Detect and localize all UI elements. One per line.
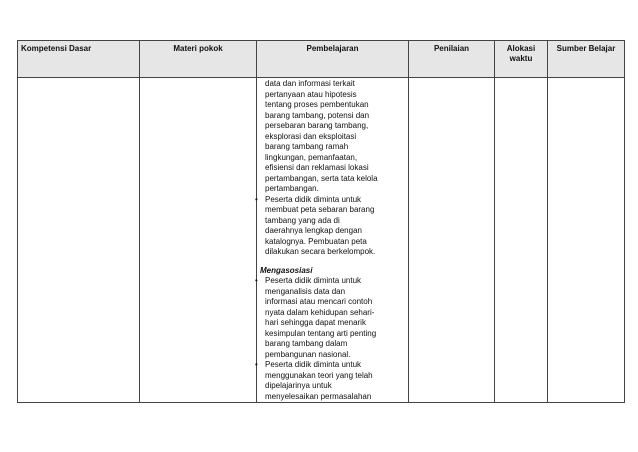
- text-line: hari sehingga dapat menarik: [265, 318, 366, 327]
- text-line: eksplorasi dan eksploitasi: [265, 131, 357, 141]
- section-heading: Mengasosiasi: [260, 265, 313, 275]
- text-line: nyata dalam kehidupan sehari-: [265, 307, 375, 317]
- text-line: kesimpulan tentang arti penting: [265, 328, 377, 338]
- header-penilaian: Penilaian: [409, 41, 495, 78]
- text-line: tambang yang ada di: [265, 215, 340, 225]
- text-line: katalognya. Pembuatan peta: [265, 236, 367, 246]
- text-line: pertanyaan atau hipotesis: [265, 89, 357, 99]
- text-line: menganalisis data dan: [265, 286, 346, 296]
- cell-kompetensi: [18, 78, 140, 403]
- cell-materi: [140, 78, 257, 403]
- header-kompetensi: Kompetensi Dasar: [18, 41, 140, 78]
- text-line: • Peserta didik diminta untuk: [265, 276, 362, 285]
- text-line: • Peserta didik diminta untuk: [265, 360, 362, 369]
- syllabus-table: [17, 40, 625, 403]
- text-line: dipelajarinya untuk: [265, 381, 332, 390]
- text-line: barang tambang ramah: [265, 142, 349, 151]
- text-line: • Peserta didik diminta untuk: [265, 194, 362, 204]
- cell-penilaian: [409, 78, 495, 403]
- header-sumber: Sumber Belajar: [548, 41, 625, 78]
- text-line: pembangunan nasional.: [265, 349, 351, 359]
- text-line: dilakukan secara berkelompok.: [265, 247, 376, 256]
- text-line: daerahnya lengkap dengan: [265, 226, 362, 235]
- text-line: pertambangan.: [265, 184, 319, 193]
- list-item: [260, 360, 404, 402]
- table-row: [18, 78, 625, 403]
- text-line: tentang proses pembentukan: [265, 100, 369, 109]
- text-line: menggunakan teori yang telah: [265, 370, 373, 380]
- cell-alokasi: [495, 78, 548, 403]
- cell-sumber: [548, 78, 625, 403]
- header-alokasi: Alokasi waktu: [495, 41, 548, 78]
- cell-pembelajaran: [257, 78, 409, 403]
- text-line: efisiensi dan reklamasi lokasi: [265, 163, 369, 172]
- continued-text: [260, 79, 404, 195]
- text-line: barang tambang, potensi dan: [265, 110, 370, 120]
- text-line: menyelesaikan permasalahan: [265, 391, 372, 401]
- text-line: membuat peta sebaran barang: [265, 205, 375, 214]
- text-line: informasi atau mencari contoh: [265, 297, 373, 306]
- text-line: barang tambang dalam: [265, 339, 348, 348]
- text-line: data dan informasi terkait: [265, 79, 355, 88]
- header-materi: Materi pokok: [140, 41, 257, 78]
- text-line: persebaran barang tambang,: [265, 121, 369, 130]
- header-pembelajaran: Pembelajaran: [257, 41, 409, 78]
- text-line: lingkungan, pemanfaatan,: [265, 152, 358, 162]
- text-line: pertambangan, serta tata kelola: [265, 173, 378, 183]
- header-row: [18, 41, 625, 78]
- list-item: [260, 195, 404, 258]
- list-item: [260, 276, 404, 360]
